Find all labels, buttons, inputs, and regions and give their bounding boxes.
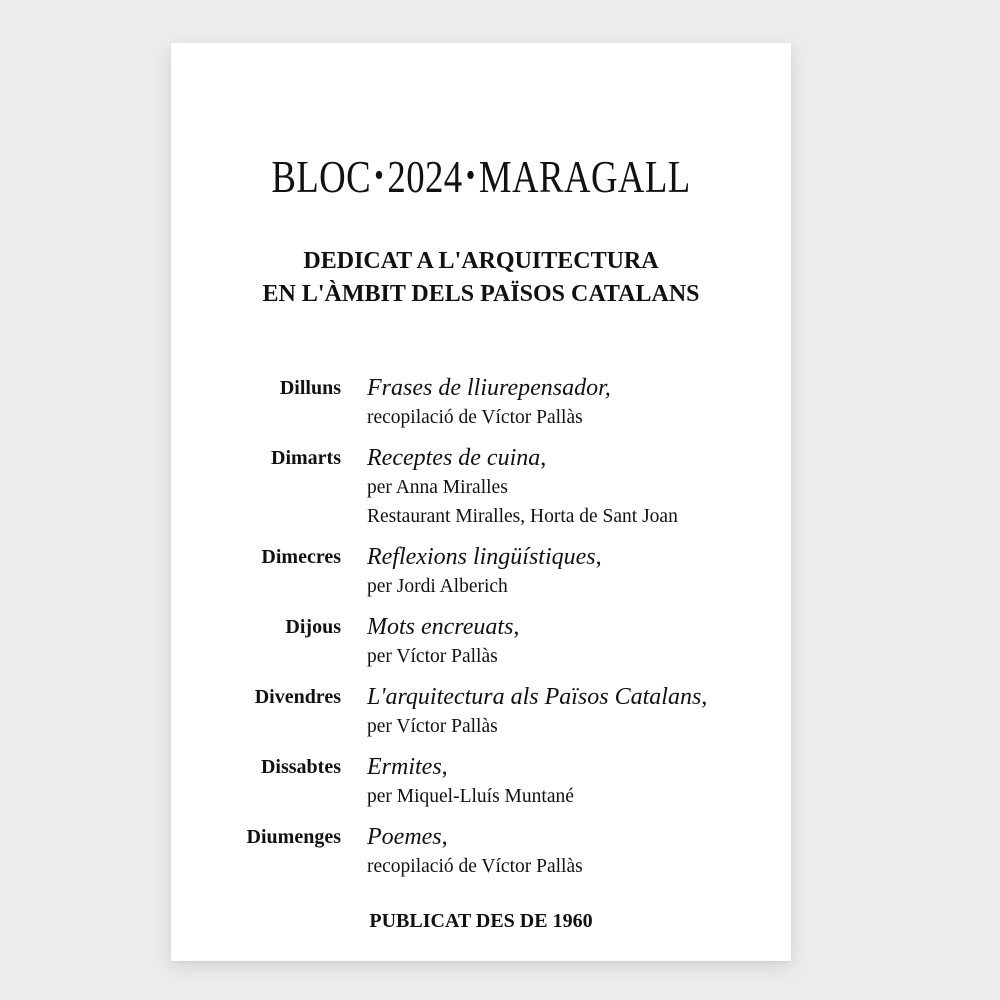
- day-label: Dilluns: [279, 377, 341, 399]
- work-title-text: L'arquitectura als Països Catalans,: [367, 684, 708, 710]
- author-line: recopilació de Víctor Pallàs: [367, 407, 583, 428]
- title-bloc: BLOC: [271, 151, 372, 202]
- author-line: per Jordi Alberich: [367, 576, 508, 597]
- schedule-entry-dimecres: [171, 542, 791, 601]
- author-line: recopilació de Víctor Pallàs: [367, 856, 583, 877]
- work-title-text: Mots encreuats: [367, 614, 514, 640]
- entry-description: [367, 542, 791, 601]
- venue-line: Restaurant Miralles, Horta de Sant Joan: [367, 506, 678, 527]
- work-title: [367, 822, 791, 852]
- author-line: per Miquel-Lluís Muntané: [367, 786, 574, 807]
- day-label: Dissabtes: [260, 756, 341, 778]
- entry-description: [367, 822, 791, 881]
- work-title-punct: ,: [540, 445, 547, 471]
- work-title-punct: ,: [441, 824, 448, 850]
- entry-description: [367, 443, 791, 531]
- document-card: [171, 43, 791, 961]
- subtitle-line-2: EN L'ÀMBIT DELS PAÏSOS CATALANS: [262, 281, 700, 307]
- work-title-text: Reflexions lingüístiques: [367, 544, 596, 570]
- schedule-entry-divendres: [171, 682, 791, 741]
- author-line: per Víctor Pallàs: [367, 646, 498, 667]
- entry-description: [367, 752, 791, 811]
- work-title: [367, 752, 791, 782]
- work-title-text: Poemes: [367, 824, 442, 850]
- work-title: [367, 542, 791, 572]
- document-subtitle: [171, 245, 791, 311]
- work-title: [367, 682, 791, 712]
- entry-description: [367, 612, 791, 671]
- schedule-entry-diumenges: [171, 822, 791, 881]
- day-label: Divendres: [254, 686, 341, 708]
- work-title: [367, 612, 791, 642]
- title-separator-2: •: [465, 157, 476, 194]
- day-label: Dimarts: [271, 447, 341, 469]
- work-title-punct: ,: [513, 614, 520, 640]
- schedule-entry-dilluns: [171, 373, 791, 432]
- work-title: [367, 373, 791, 403]
- author-line: per Víctor Pallàs: [367, 716, 498, 737]
- schedule-entry-dijous: [171, 612, 791, 671]
- work-title-punct: ,: [595, 544, 602, 570]
- entry-description: [367, 373, 791, 432]
- schedule-entry-dissabtes: [171, 752, 791, 811]
- title-separator-1: •: [374, 157, 385, 194]
- author-line: per Anna Miralles: [367, 477, 508, 498]
- publication-note: PUBLICAT DES DE 1960: [369, 910, 593, 932]
- work-title-text: Ermites: [367, 754, 442, 780]
- day-label: Dimecres: [261, 546, 341, 568]
- schedule-entry-dimarts: [171, 443, 791, 531]
- work-title-punct: ,: [441, 754, 448, 780]
- weekly-schedule: [171, 373, 791, 892]
- document-title: [233, 151, 729, 208]
- subtitle-line-1: DEDICAT A L'ARQUITECTURA: [303, 248, 659, 274]
- work-title-text: Frases de lliurepensador,: [367, 375, 611, 401]
- day-label: Diumenges: [246, 826, 341, 848]
- work-title-text: Receptes de cuina: [367, 445, 541, 471]
- entry-description: [367, 682, 791, 741]
- title-year: 2024: [387, 151, 463, 202]
- day-label: Dijous: [285, 616, 341, 638]
- work-title: [367, 443, 791, 473]
- title-name: MARAGALL: [478, 151, 691, 202]
